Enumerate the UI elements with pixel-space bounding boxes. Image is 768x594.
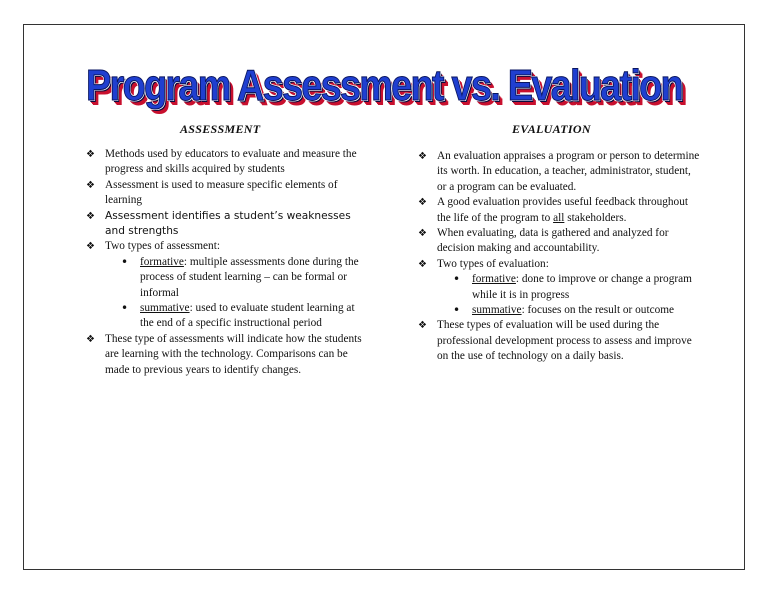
diamond-bullet-icon: ❖ bbox=[418, 258, 427, 270]
evaluation-column bbox=[418, 149, 702, 365]
evaluation-types-list bbox=[437, 272, 702, 318]
list-item: ❖ Assessment is used to measure specific elements of learning bbox=[86, 178, 338, 207]
sub-list-item: • formative: multiple assessments done during the process of student learning – can be formal or informal bbox=[121, 254, 359, 299]
list-item: ❖ Two types of evaluation: • formative: done to improve or change a program while it is in progress • summative: focuses on the result or outcome bbox=[418, 257, 702, 319]
sub-list-item: • formative: done to improve or change a program while it is in progress bbox=[453, 272, 692, 301]
diamond-bullet-icon: ❖ bbox=[86, 333, 95, 345]
list-item: ❖ When evaluating, data is gathered and analyzed for decision making and accountability. bbox=[418, 227, 669, 255]
page-title: Program Assessment vs. Evaluation bbox=[86, 61, 682, 110]
list-item: ❖ These types of evaluation will be used during the professional development process to assess and improve on the use of technology on a daily basis. bbox=[418, 319, 692, 363]
evaluation-heading: EVALUATION bbox=[512, 122, 591, 136]
diamond-bullet-icon: ❖ bbox=[418, 151, 427, 162]
sub-list-item: • summative: focuses on the result or outcome bbox=[453, 303, 675, 318]
diamond-bullet-icon: ❖ bbox=[418, 197, 427, 209]
assessment-list bbox=[86, 147, 370, 378]
evaluation-list bbox=[418, 149, 702, 365]
assessment-types-list bbox=[105, 255, 370, 332]
assessment-heading: ASSESSMENT bbox=[180, 122, 261, 136]
assessment-column bbox=[86, 147, 370, 378]
list-item: ❖ Two types of assessment: • formative: multiple assessments done during the process of student learning – can be formal or informal • summative: used to evaluate student learning at the end of a specific instructional period bbox=[86, 239, 370, 331]
dot-bullet-icon: • bbox=[453, 303, 461, 318]
list-item: ❖ These type of assessments will indicate how the students are learning with the technology. Comparisons can be made to previous years to identify changes. bbox=[86, 332, 362, 376]
dot-bullet-icon: • bbox=[453, 272, 461, 287]
diamond-bullet-icon: ❖ bbox=[86, 179, 95, 191]
dot-bullet-icon: • bbox=[121, 301, 129, 316]
list-item: ❖ Assessment identifies a student’s weaknesses and strengths bbox=[86, 209, 351, 238]
diamond-bullet-icon: ❖ bbox=[418, 228, 427, 240]
diamond-bullet-icon: ❖ bbox=[418, 320, 427, 332]
list-item: ❖ A good evaluation provides useful feedback throughout the life of the program to all stakeholders. bbox=[418, 196, 688, 224]
sub-list-item: • summative: used to evaluate student learning at the end of a specific instructional period bbox=[121, 301, 355, 330]
list-item: ❖ An evaluation appraises a program or person to determine its worth. In education, a teacher, administrator, student, or a program can be evaluated. bbox=[418, 150, 700, 193]
dot-bullet-icon: • bbox=[121, 254, 129, 269]
diamond-bullet-icon: ❖ bbox=[86, 241, 95, 253]
list-item: ❖ Methods used by educators to evaluate and measure the progress and skills acquired by students bbox=[86, 148, 357, 176]
diamond-bullet-icon: ❖ bbox=[86, 149, 95, 160]
diamond-bullet-icon: ❖ bbox=[86, 210, 95, 222]
